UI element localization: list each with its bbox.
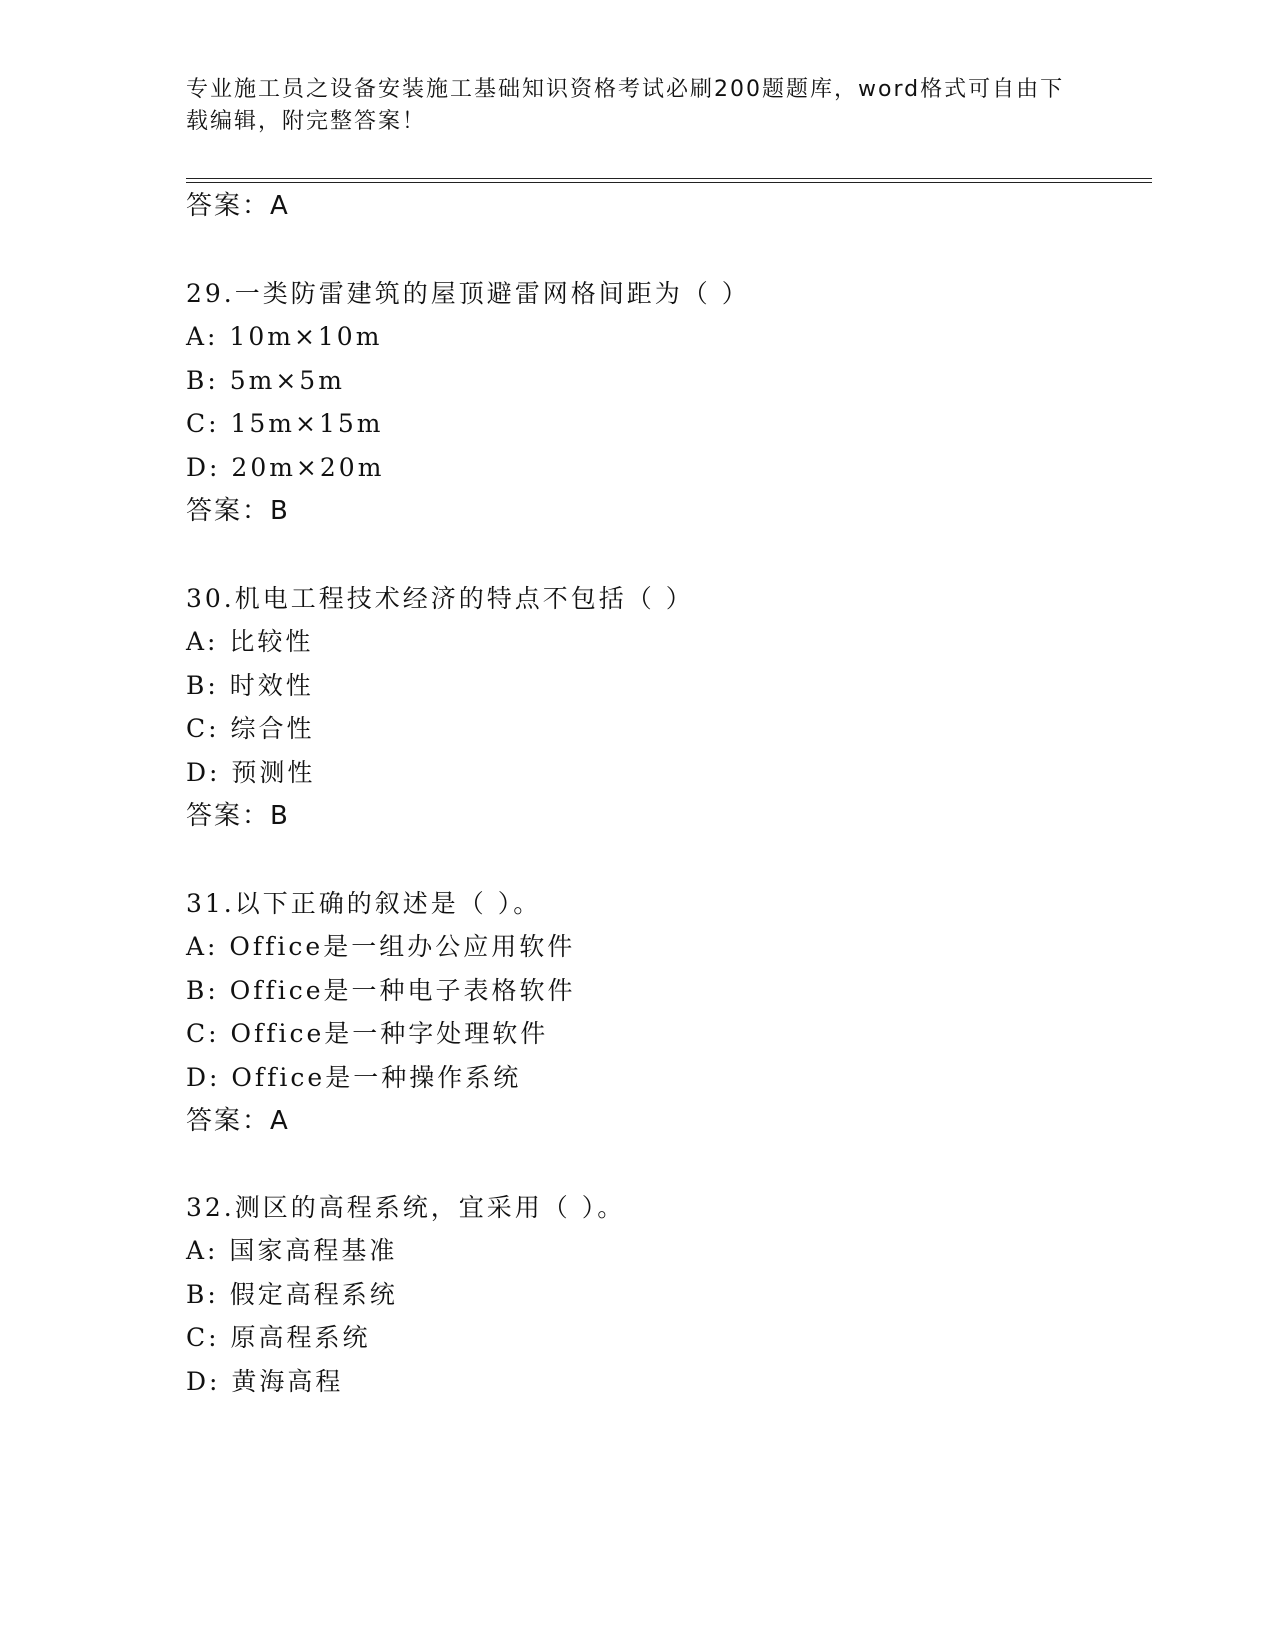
question-30-option-b: B: 时效性 bbox=[186, 671, 314, 700]
question-29-answer: 答案：B bbox=[186, 496, 290, 526]
question-29-option-d: D: 20m×20m bbox=[186, 453, 385, 482]
question-31-option-a: A: Office是一组办公应用软件 bbox=[186, 932, 576, 961]
question-stem-31: 31.以下正确的叙述是（ ）。 bbox=[186, 889, 542, 918]
header-divider-top bbox=[186, 178, 1152, 179]
question-30-option-c: C: 综合性 bbox=[186, 714, 315, 743]
header-divider-bottom bbox=[186, 182, 1152, 183]
question-30-answer: 答案：B bbox=[186, 801, 290, 831]
question-30-option-a: A: 比较性 bbox=[186, 627, 314, 656]
question-32-option-b: B: 假定高程系统 bbox=[186, 1280, 398, 1309]
question-stem-30: 30.机电工程技术经济的特点不包括（ ） bbox=[186, 584, 694, 613]
previous-answer: 答案：A bbox=[186, 191, 290, 221]
question-29-option-b: B: 5m×5m bbox=[186, 366, 345, 395]
question-31-option-d: D: Office是一种操作系统 bbox=[186, 1063, 522, 1092]
question-31-option-c: C: Office是一种字处理软件 bbox=[186, 1019, 549, 1048]
question-29-option-c: C: 15m×15m bbox=[186, 409, 384, 438]
question-31-answer: 答案：A bbox=[186, 1106, 290, 1136]
question-stem-32: 32.测区的高程系统，宜采用（ ）。 bbox=[186, 1193, 626, 1222]
question-32-option-c: C: 原高程系统 bbox=[186, 1323, 371, 1352]
question-31-option-b: B: Office是一种电子表格软件 bbox=[186, 976, 576, 1005]
question-29-option-a: A: 10m×10m bbox=[186, 322, 383, 351]
page-header-title: 专业施工员之设备安装施工基础知识资格考试必刷200题题库，word格式可自由下载编辑，附完整答案！ bbox=[186, 77, 1065, 134]
question-30-option-d: D: 预测性 bbox=[186, 758, 316, 787]
question-32-option-a: A: 国家高程基准 bbox=[186, 1236, 398, 1265]
question-stem-29: 29.一类防雷建筑的屋顶避雷网格间距为（ ） bbox=[186, 279, 750, 308]
question-32-option-d: D: 黄海高程 bbox=[186, 1367, 344, 1396]
